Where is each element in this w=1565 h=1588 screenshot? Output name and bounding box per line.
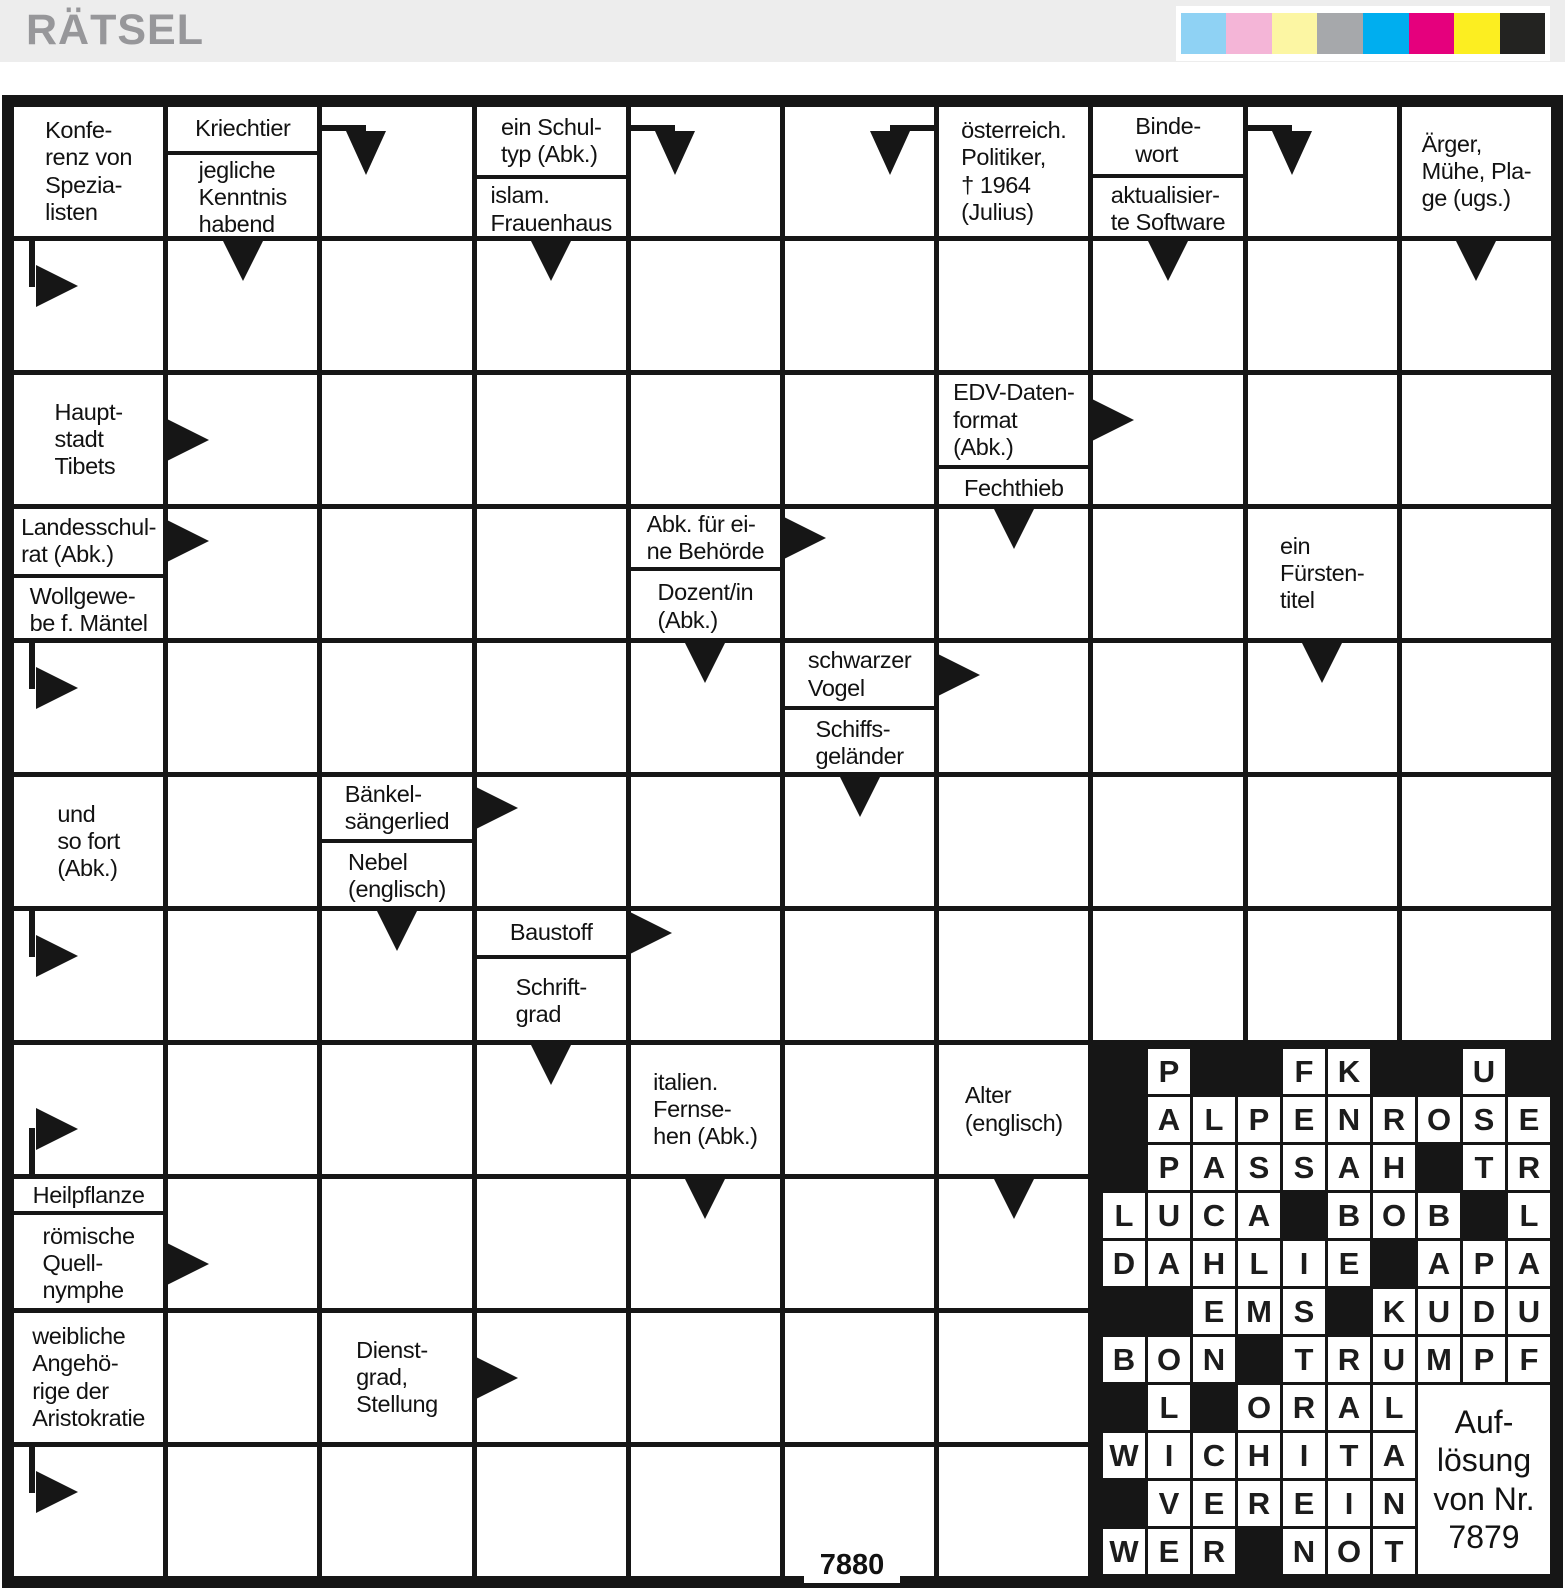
- right-arrow-icon: [166, 1241, 211, 1286]
- answer-cell[interactable]: [1248, 107, 1397, 236]
- solution-letter-tile: A: [1238, 1193, 1280, 1238]
- clue-box: [168, 107, 317, 151]
- clue-box: [477, 107, 626, 175]
- answer-cell[interactable]: [1402, 241, 1551, 370]
- puzzle-number: 7880: [819, 1548, 885, 1581]
- solution-letter-tile: P: [1463, 1337, 1505, 1382]
- answer-cell[interactable]: [785, 241, 934, 370]
- down-arrow-icon: [1302, 643, 1342, 685]
- answer-cell[interactable]: [1248, 643, 1397, 772]
- down-arrow-icon: [994, 509, 1034, 551]
- solution-letter-tile: O: [1373, 1193, 1415, 1238]
- clue-text: ein Schul- typ (Abk.): [500, 113, 602, 168]
- clue-box: [14, 375, 163, 504]
- solution-letter-tile: B: [1418, 1193, 1460, 1238]
- answer-cell[interactable]: [168, 911, 317, 1040]
- color-swatch: [1409, 13, 1455, 54]
- solution-letter-tile: A: [1193, 1145, 1235, 1190]
- down-arrow-icon: [377, 911, 417, 953]
- clue-box: [477, 175, 626, 240]
- solution-letter-tile: A: [1328, 1145, 1370, 1190]
- clue-box: [168, 151, 317, 240]
- solution-letter-tile: F: [1508, 1337, 1550, 1382]
- solution-letter-tile: U: [1148, 1193, 1190, 1238]
- clue-text: Schrift- grad: [515, 974, 587, 1028]
- right-arrow-icon: [166, 417, 211, 462]
- clue-cell: [1402, 107, 1551, 236]
- answer-cell[interactable]: [631, 241, 780, 370]
- down-arrow-icon: [1148, 241, 1188, 283]
- solution-letter-tile: K: [1373, 1289, 1415, 1334]
- clue-box: [631, 1045, 780, 1174]
- clue-text: Fechthieb: [963, 475, 1064, 502]
- clue-cell: [168, 107, 317, 236]
- clue-box: [477, 955, 626, 1044]
- solution-letter-tile: T: [1328, 1433, 1370, 1478]
- clue-text: weibliche Angehö- rige der Aristokratie: [32, 1323, 145, 1431]
- solution-letter-tile: C: [1193, 1433, 1235, 1478]
- right-arrow-icon: [475, 785, 520, 830]
- solution-letter-tile: P: [1238, 1097, 1280, 1142]
- solution-letter-tile: E: [1283, 1481, 1325, 1526]
- solution-letter-tile: L: [1148, 1385, 1190, 1430]
- solution-letter-tile: V: [1148, 1481, 1190, 1526]
- clue-box: [322, 839, 471, 910]
- color-swatch: [1363, 13, 1409, 54]
- solution-letter-tile: I: [1283, 1433, 1325, 1478]
- down-arrow-icon: [531, 241, 571, 283]
- down-arrow-icon: [840, 777, 880, 819]
- solution-letter-tile: A: [1418, 1241, 1460, 1286]
- solution-letter-tile: E: [1193, 1289, 1235, 1334]
- answer-cell[interactable]: [1402, 509, 1551, 638]
- clue-text: Binde- wort: [1135, 113, 1201, 167]
- answer-cell[interactable]: [1248, 777, 1397, 906]
- answer-cell[interactable]: [477, 1179, 626, 1308]
- clue-box: [14, 107, 163, 236]
- solution-letter-tile: R: [1508, 1145, 1550, 1190]
- solution-letter-tile: F: [1283, 1049, 1325, 1094]
- clue-box: [1402, 107, 1551, 236]
- solution-letter-tile: M: [1418, 1337, 1460, 1382]
- solution-letter-tile: A: [1148, 1097, 1190, 1142]
- solution-letter-tile: R: [1373, 1097, 1415, 1142]
- solution-letter-tile: H: [1193, 1241, 1235, 1286]
- clue-text: Haupt- stadt Tibets: [54, 398, 123, 480]
- clue-box: [785, 643, 934, 706]
- clue-box: [14, 1211, 163, 1312]
- answer-cell[interactable]: [785, 911, 934, 1040]
- solution-letter-tile: E: [1193, 1481, 1235, 1526]
- answer-cell[interactable]: [631, 643, 780, 772]
- solution-letter-tile: O: [1148, 1337, 1190, 1382]
- solution-letter-tile: H: [1373, 1145, 1415, 1190]
- solution-letter-tile: I: [1148, 1433, 1190, 1478]
- down-arrow-icon: [531, 1045, 571, 1087]
- solution-caption-line: 7879: [1448, 1518, 1520, 1555]
- solution-letter-tile: O: [1328, 1529, 1370, 1574]
- answer-cell[interactable]: [1093, 509, 1242, 638]
- clue-box: [477, 911, 626, 955]
- clue-box: [1248, 509, 1397, 638]
- solution-letter-tile: E: [1328, 1241, 1370, 1286]
- answer-cell[interactable]: [1248, 375, 1397, 504]
- answer-cell[interactable]: [785, 1045, 934, 1174]
- clue-box: [14, 1313, 163, 1442]
- solution-letter-tile: D: [1463, 1289, 1505, 1334]
- solution-letter-tile: E: [1283, 1097, 1325, 1142]
- solution-letter-tile: E: [1508, 1097, 1550, 1142]
- solution-letter-tile: C: [1193, 1193, 1235, 1238]
- solution-letter-tile: R: [1283, 1385, 1325, 1430]
- clue-cell: [14, 1313, 163, 1442]
- clue-text: Baustoff: [509, 919, 593, 946]
- solution-letter-tile: M: [1238, 1289, 1280, 1334]
- bent-right-top-arrow-icon: [16, 911, 86, 983]
- color-swatch: [1226, 13, 1272, 54]
- clue-box: [322, 777, 471, 839]
- print-color-bar: [1176, 6, 1550, 61]
- answer-cell[interactable]: [785, 777, 934, 906]
- solution-letter-tile: T: [1463, 1145, 1505, 1190]
- clue-cell: [322, 777, 471, 906]
- clue-box: [1093, 107, 1242, 174]
- solution-letter-tile: K: [1328, 1049, 1370, 1094]
- clue-text: islam. Frauenhaus: [490, 182, 612, 236]
- answer-cell[interactable]: [322, 509, 471, 638]
- right-arrow-icon: [937, 652, 982, 697]
- page-title: RÄTSEL: [26, 6, 204, 54]
- bent-down-left-arrow-icon: [1248, 107, 1320, 181]
- solution-letter-tile: B: [1328, 1193, 1370, 1238]
- answer-cell[interactable]: [322, 1179, 471, 1308]
- answer-cell[interactable]: [1093, 911, 1242, 1040]
- clue-box: [322, 1313, 471, 1442]
- clue-cell: [477, 107, 626, 236]
- clue-cell: [14, 509, 163, 638]
- answer-cell[interactable]: [168, 1313, 317, 1442]
- right-arrow-icon: [783, 516, 828, 561]
- solution-letter-tile: L: [1103, 1193, 1145, 1238]
- right-arrow-icon: [475, 1355, 520, 1400]
- solution-letter-tile: T: [1283, 1337, 1325, 1382]
- clue-text: Alter (englisch): [964, 1082, 1063, 1136]
- solution-letter-tile: S: [1283, 1145, 1325, 1190]
- bent-right-top-arrow-icon: [16, 241, 86, 313]
- solution-letter-tile: B: [1103, 1337, 1145, 1382]
- down-arrow-icon: [994, 1179, 1034, 1221]
- answer-cell[interactable]: [939, 777, 1088, 906]
- answer-cell[interactable]: [322, 1447, 471, 1576]
- answer-cell[interactable]: [14, 911, 163, 1040]
- down-arrow-icon: [685, 643, 725, 685]
- solution-letter-tile: N: [1283, 1529, 1325, 1574]
- clue-box: [939, 107, 1088, 236]
- color-swatch: [1181, 13, 1227, 54]
- answer-cell[interactable]: [1402, 375, 1551, 504]
- clue-cell: [1248, 509, 1397, 638]
- solution-letter-tile: S: [1283, 1289, 1325, 1334]
- clue-cell: [939, 375, 1088, 504]
- solution-letter-tile: U: [1463, 1049, 1505, 1094]
- answer-cell[interactable]: [168, 1447, 317, 1576]
- clue-box: [631, 509, 780, 567]
- solution-letter-tile: R: [1328, 1337, 1370, 1382]
- solution-letter-tile: S: [1238, 1145, 1280, 1190]
- clue-text: ein Fürsten- titel: [1280, 532, 1365, 614]
- clue-cell: [477, 911, 626, 1040]
- right-arrow-icon: [166, 519, 211, 564]
- down-arrow-icon: [223, 241, 263, 283]
- puzzle-number-badge: [804, 1547, 900, 1583]
- answer-cell[interactable]: [322, 911, 471, 1040]
- solution-letter-tile: S: [1463, 1097, 1505, 1142]
- clue-cell: [14, 107, 163, 236]
- solution-letter-tile: A: [1328, 1385, 1370, 1430]
- answer-cell[interactable]: [631, 1313, 780, 1442]
- answer-cell[interactable]: [14, 1447, 163, 1576]
- answer-cell[interactable]: [785, 1313, 934, 1442]
- answer-cell[interactable]: [939, 1313, 1088, 1442]
- bent-down-left-arrow-icon: [631, 107, 703, 181]
- solution-caption-line: lösung: [1436, 1442, 1532, 1479]
- solution-letter-tile: I: [1283, 1241, 1325, 1286]
- answer-cell[interactable]: [1402, 777, 1551, 906]
- answer-cell[interactable]: [939, 911, 1088, 1040]
- answer-cell[interactable]: [631, 107, 780, 236]
- color-swatch: [1317, 13, 1363, 54]
- color-swatch: [1454, 13, 1500, 54]
- clue-text: Bänkel- sängerlied: [344, 780, 450, 834]
- solution-letter-tile: N: [1193, 1337, 1235, 1382]
- answer-cell[interactable]: [785, 375, 934, 504]
- solution-caption: [1418, 1385, 1550, 1574]
- answer-cell[interactable]: [14, 1045, 163, 1174]
- solution-letter-tile: R: [1238, 1481, 1280, 1526]
- clue-box: [1093, 174, 1242, 240]
- solution-letter-tile: E: [1148, 1529, 1190, 1574]
- clue-text: Dozent/in (Abk.): [657, 579, 754, 633]
- clue-box: [939, 375, 1088, 465]
- answer-cell[interactable]: [939, 509, 1088, 638]
- solution-letter-tile: L: [1193, 1097, 1235, 1142]
- clue-box: [14, 777, 163, 906]
- down-arrow-icon: [685, 1179, 725, 1221]
- clue-text: Nebel (englisch): [348, 849, 446, 903]
- clue-text: Wollgewe- be f. Mäntel: [29, 582, 148, 636]
- solution-letter-tile: P: [1148, 1145, 1190, 1190]
- solution-letter-tile: I: [1328, 1481, 1370, 1526]
- clue-text: Heilpflanze: [32, 1181, 145, 1208]
- solution-letter-tile: N: [1328, 1097, 1370, 1142]
- clue-box: [785, 706, 934, 776]
- solution-letter-tile: T: [1373, 1529, 1415, 1574]
- solution-letter-tile: W: [1103, 1529, 1145, 1574]
- answer-cell[interactable]: [939, 241, 1088, 370]
- clue-text: schwarzer Vogel: [807, 647, 912, 701]
- solution-letter-tile: P: [1463, 1241, 1505, 1286]
- solution-letter-tile: A: [1373, 1433, 1415, 1478]
- clue-text: Landesschul- rat (Abk.): [21, 514, 157, 568]
- answer-cell[interactable]: [631, 1447, 780, 1576]
- solution-letter-tile: N: [1373, 1481, 1415, 1526]
- clue-text: italien. Fernse- hen (Abk.): [653, 1068, 758, 1150]
- answer-cell[interactable]: [1093, 777, 1242, 906]
- clue-cell: [939, 1045, 1088, 1174]
- clue-text: römische Quell- nymphe: [42, 1222, 135, 1304]
- clue-box: [14, 574, 163, 643]
- answer-cell[interactable]: [168, 241, 317, 370]
- clue-text: Abk. für ei- ne Behörde: [646, 510, 765, 565]
- clue-cell: [322, 1313, 471, 1442]
- solution-letter-tile: H: [1238, 1433, 1280, 1478]
- solution-caption-line: von Nr.: [1433, 1480, 1535, 1517]
- answer-cell[interactable]: [939, 1447, 1088, 1576]
- solution-letter-tile: U: [1508, 1289, 1550, 1334]
- header-bar: [0, 0, 1565, 62]
- clue-box: [939, 465, 1088, 508]
- solution-letter-tile: W: [1103, 1433, 1145, 1478]
- solution-letter-tile: L: [1373, 1385, 1415, 1430]
- answer-cell[interactable]: [785, 1179, 934, 1308]
- clue-text: EDV-Daten- format (Abk.): [953, 379, 1075, 460]
- solution-letter-tile: U: [1418, 1289, 1460, 1334]
- bent-down-left-arrow-icon: [322, 107, 394, 181]
- clue-text: Kriechtier: [195, 115, 291, 142]
- color-swatch: [1500, 13, 1546, 54]
- answer-cell[interactable]: [631, 375, 780, 504]
- answer-cell[interactable]: [785, 107, 934, 236]
- answer-cell[interactable]: [322, 1045, 471, 1174]
- color-swatch: [1272, 13, 1318, 54]
- clue-cell: [1093, 107, 1242, 236]
- right-arrow-icon: [629, 910, 674, 955]
- solution-letter-tile: L: [1238, 1241, 1280, 1286]
- answer-cell[interactable]: [1402, 643, 1551, 772]
- right-arrow-icon: [1091, 398, 1136, 443]
- solution-letter-tile: D: [1103, 1241, 1145, 1286]
- clue-text: aktualisier- te Software: [1110, 181, 1226, 236]
- answer-cell[interactable]: [1093, 241, 1242, 370]
- answer-cell[interactable]: [477, 1045, 626, 1174]
- clue-box: [14, 1179, 163, 1211]
- answer-cell[interactable]: [322, 107, 471, 236]
- clue-cell: [14, 1179, 163, 1308]
- answer-cell[interactable]: [939, 1179, 1088, 1308]
- solution-panel: [1091, 1041, 1558, 1584]
- bent-down-right-arrow-icon: [862, 107, 934, 181]
- bent-right-top-arrow-icon: [16, 643, 86, 715]
- clue-text: Ärger, Mühe, Pla- ge (ugs.): [1421, 130, 1532, 212]
- clue-box: [939, 1045, 1088, 1174]
- answer-cell[interactable]: [477, 241, 626, 370]
- clue-cell: [14, 375, 163, 504]
- answer-cell[interactable]: [168, 777, 317, 906]
- clue-cell: [14, 777, 163, 906]
- clue-cell: [939, 107, 1088, 236]
- clue-text: österreich. Politiker, † 1964 (Julius): [961, 117, 1067, 225]
- solution-letter-tile: L: [1508, 1193, 1550, 1238]
- answer-cell[interactable]: [631, 1179, 780, 1308]
- answer-cell[interactable]: [1402, 911, 1551, 1040]
- answer-cell[interactable]: [14, 241, 163, 370]
- solution-letter-tile: O: [1238, 1385, 1280, 1430]
- answer-cell[interactable]: [477, 375, 626, 504]
- down-arrow-icon: [1456, 241, 1496, 283]
- answer-cell[interactable]: [168, 643, 317, 772]
- answer-cell[interactable]: [168, 1045, 317, 1174]
- answer-cell[interactable]: [322, 643, 471, 772]
- answer-cell[interactable]: [14, 643, 163, 772]
- answer-cell[interactable]: [477, 509, 626, 638]
- clue-text: Schiffs- geländer: [815, 715, 904, 770]
- clue-cell: [785, 643, 934, 772]
- answer-cell[interactable]: [1248, 911, 1397, 1040]
- clue-text: jegliche Kenntnis habend: [198, 156, 287, 238]
- solution-letter-tile: P: [1148, 1049, 1190, 1094]
- answer-cell[interactable]: [322, 241, 471, 370]
- bent-right-top-arrow-icon: [16, 1447, 86, 1519]
- answer-cell[interactable]: [477, 643, 626, 772]
- solution-caption-line: Auf-: [1454, 1403, 1514, 1440]
- bent-right-bottom-arrow-icon: [16, 1102, 86, 1174]
- solution-letter-tile: U: [1373, 1337, 1415, 1382]
- clue-text: Dienst- grad, Stellung: [356, 1336, 438, 1418]
- answer-cell[interactable]: [631, 777, 780, 906]
- answer-cell[interactable]: [477, 1447, 626, 1576]
- clue-text: und so fort (Abk.): [57, 800, 120, 882]
- clue-text: Konfe- renz von Spezia- listen: [45, 117, 133, 225]
- clue-box: [14, 509, 163, 574]
- clue-box: [631, 567, 780, 642]
- solution-letter-tile: A: [1508, 1241, 1550, 1286]
- solution-letter-tile: A: [1148, 1241, 1190, 1286]
- clue-cell: [631, 509, 780, 638]
- answer-cell[interactable]: [1248, 241, 1397, 370]
- clue-cell: [631, 1045, 780, 1174]
- answer-cell[interactable]: [322, 375, 471, 504]
- solution-letter-tile: O: [1418, 1097, 1460, 1142]
- answer-cell[interactable]: [1093, 643, 1242, 772]
- solution-tiles: [1103, 1049, 1550, 1574]
- solution-letter-tile: R: [1193, 1529, 1235, 1574]
